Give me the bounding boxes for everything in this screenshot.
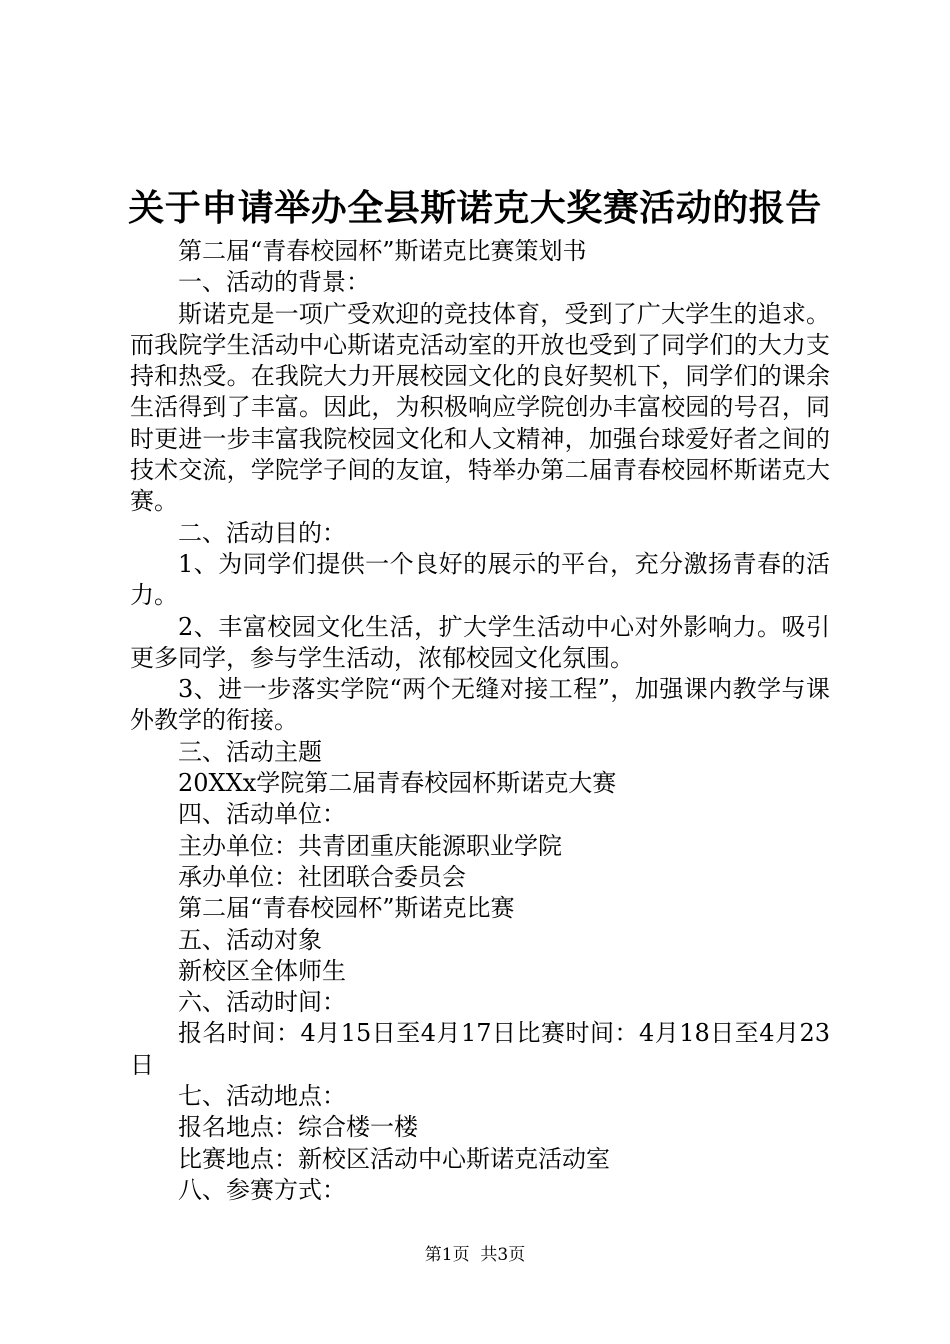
paragraph-audience: 新校区全体师生 — [178, 956, 346, 985]
paragraph-purpose-3: 3、进一步落实学院“两个无缝对接工程”，加强课内教学与课外教学的衔接。 — [130, 675, 830, 735]
document-title: 关于申请举办全县斯诺克大奖赛活动的报告 — [128, 187, 822, 229]
paragraph-match-location: 比赛地点：新校区活动中心斯诺克活动室 — [178, 1144, 610, 1173]
paragraph-signup-location: 报名地点：综合楼一楼 — [178, 1113, 418, 1142]
paragraph-purpose-2: 2、丰富校园文化生活，扩大学生活动中心对外影响力。吸引更多同学，参与学生活动，浓郁校园文化氛围。 — [130, 612, 830, 672]
page-number-footer: 第1页 共3页 — [424, 1245, 526, 1265]
heading-purpose: 二、活动目的： — [178, 518, 346, 547]
paragraph-co-organizer: 承办单位：社团联合委员会 — [178, 862, 466, 891]
heading-audience: 五、活动对象 — [178, 925, 322, 954]
paragraph-theme: 20XXx学院第二届青春校园杯斯诺克大赛 — [178, 769, 617, 798]
heading-theme: 三、活动主题 — [178, 737, 322, 766]
heading-units: 四、活动单位： — [178, 800, 346, 829]
heading-participation: 八、参赛方式： — [178, 1175, 346, 1204]
paragraph-background: 斯诺克是一项广受欢迎的竞技体育，受到了广大学生的追求。而我院学生活动中心斯诺克活动室的开放也受到了同学们的大力支持和热受。在我院大力开展校园文化的良好契机下，同学们的课余生活得到了丰富。因此，为积极响应学院创办丰富校园的号召，同时更进一步丰富我院校园文化和人文精神，加强台球爱好者之间的技术交流，学院学子间的友谊，特举办第二届青春校园杯斯诺克大赛。 — [130, 299, 830, 516]
document-body — [130, 236, 830, 1206]
paragraph-organizer: 主办单位：共青团重庆能源职业学院 — [178, 831, 562, 860]
heading-time: 六、活动时间： — [178, 988, 346, 1017]
paragraph-purpose-1: 1、为同学们提供一个良好的展示的平台，充分激扬青春的活力。 — [130, 549, 830, 610]
paragraph-plan-title: 第二届“青春校园杯”斯诺克比赛策划书 — [178, 237, 587, 265]
paragraph-event-name: 第二届“青春校园杯”斯诺克比赛 — [178, 894, 515, 923]
heading-location: 七、活动地点： — [178, 1082, 346, 1111]
paragraph-time: 报名时间：4月15日至4月17日比赛时间：4月18日至4月23日 — [130, 1019, 830, 1079]
heading-background: 一、活动的背景： — [178, 268, 370, 297]
